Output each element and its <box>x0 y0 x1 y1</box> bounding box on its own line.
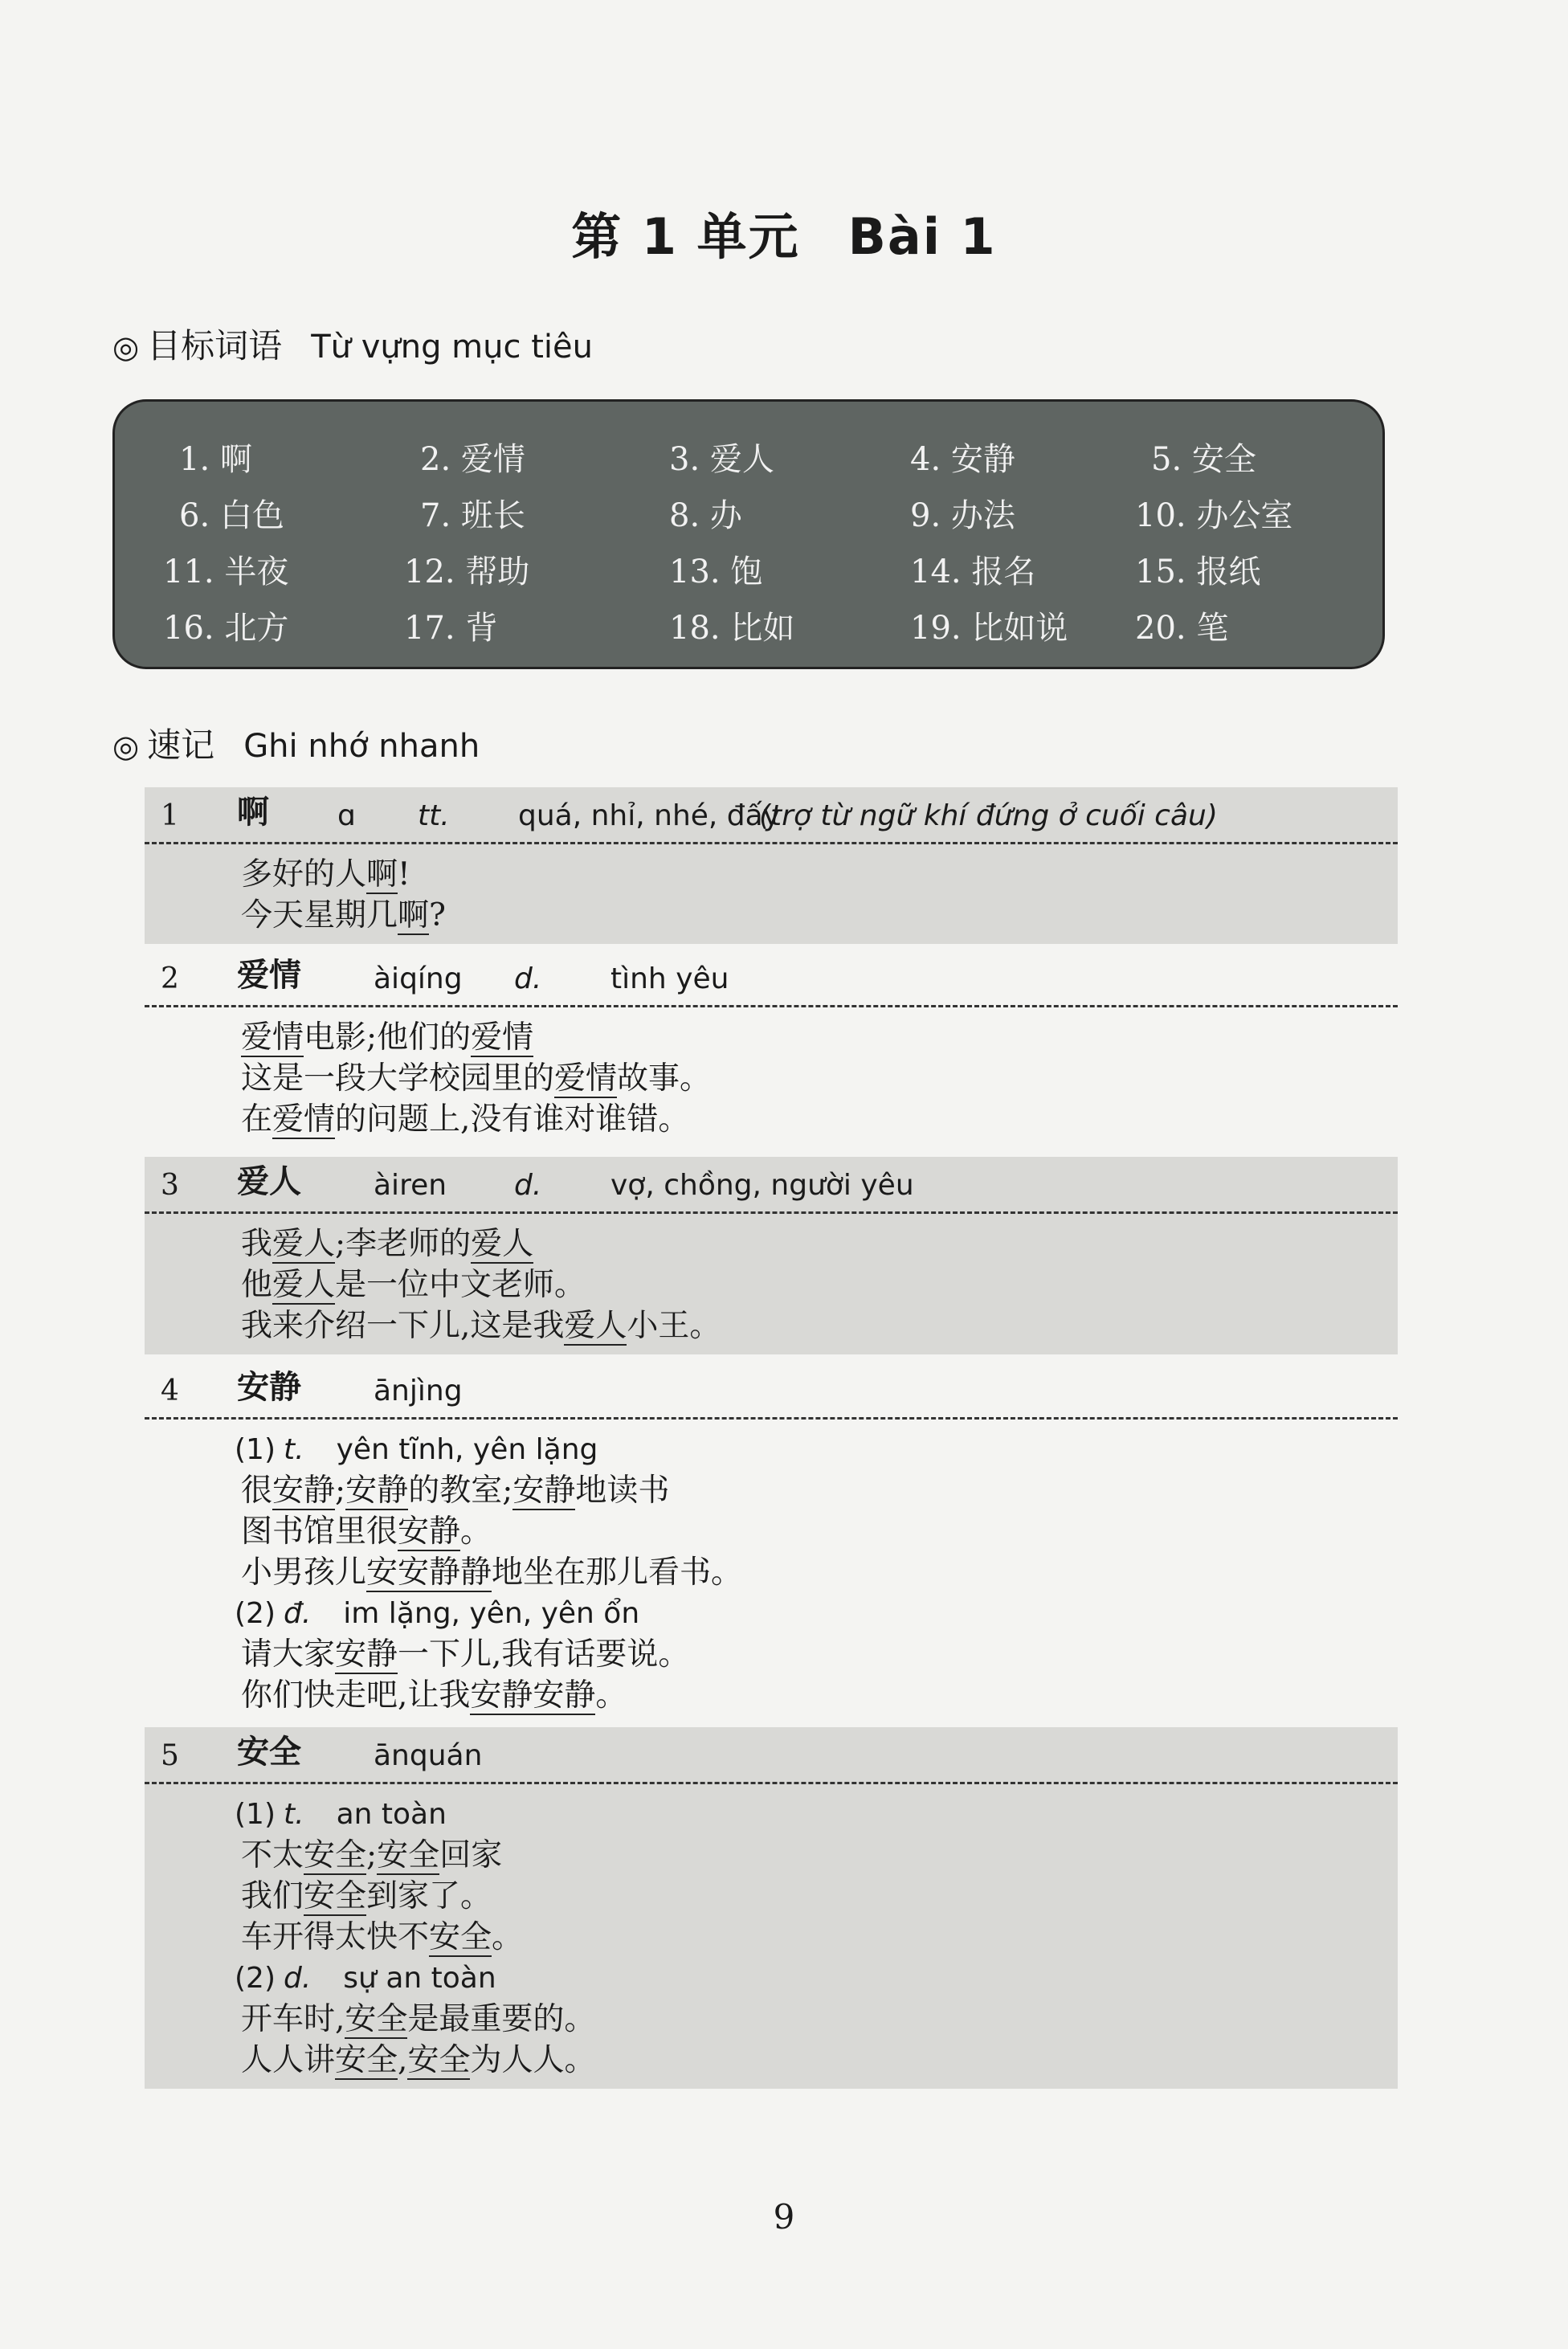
highlighted-word: 爱情 <box>241 1019 304 1056</box>
example-sentence <box>145 1999 1398 2040</box>
sense-pos: t. <box>284 1798 304 1831</box>
sentence-text: 地读书 <box>575 1473 670 1509</box>
sentence-text: 你们快走吧,让我 <box>241 1677 471 1714</box>
vocab-item: 15. 报纸 <box>1135 554 1261 590</box>
meaning: vợ, chồng, người yêu <box>610 1169 914 1202</box>
circle-bullet-icon: ◎ <box>112 329 140 365</box>
title-vietnamese: Bài 1 <box>847 207 997 266</box>
entry-1 <box>145 787 1398 944</box>
part-of-speech: d. <box>514 1169 542 1202</box>
highlighted-word: 安全 <box>429 1919 492 1955</box>
sentence-text: 一下儿,我有话要说。 <box>398 1636 690 1673</box>
sense-heading <box>145 1593 1398 1634</box>
vocab-item: 13. 饱 <box>669 554 763 590</box>
sentence-text: ;李老师的 <box>335 1226 472 1262</box>
vocab-box <box>112 399 1385 669</box>
highlighted-word: 安全 <box>335 2042 398 2078</box>
sentence-text: 他 <box>241 1267 273 1303</box>
entry-header <box>145 1727 1398 1784</box>
example-sentence <box>145 1264 1398 1305</box>
sense-meaning: an toàn <box>336 1798 447 1831</box>
vocab-item: 6. 白色 <box>179 497 284 534</box>
sense-pos: d. <box>284 1962 312 1995</box>
pinyin: ānjìng <box>374 1375 463 1407</box>
sentence-text: ? <box>429 897 446 933</box>
meaning: tình yêu <box>610 962 729 995</box>
sense-pos: đ. <box>284 1597 312 1630</box>
sentence-text: 的教室; <box>408 1473 513 1509</box>
example-sentence <box>145 1876 1398 1917</box>
example-sentence <box>145 1511 1398 1552</box>
example-sentence <box>145 895 1398 936</box>
example-sentence <box>145 1552 1398 1593</box>
sentence-text: 故事。 <box>617 1060 712 1097</box>
sentence-text: 为人人。 <box>470 2042 596 2078</box>
sense-heading <box>145 1958 1398 1999</box>
sentence-text: ; <box>335 1473 346 1509</box>
headword: 爱人 <box>237 1163 301 1200</box>
sentence-text: ; <box>366 1837 378 1873</box>
highlighted-word: 安静 <box>335 1636 398 1673</box>
sentence-text: 请大家 <box>241 1636 336 1673</box>
entry-header <box>145 1362 1398 1420</box>
example-sentence <box>145 1305 1398 1346</box>
sense-meaning: sự an toàn <box>343 1962 496 1995</box>
entry-3 <box>145 1157 1398 1354</box>
highlighted-word: 安全 <box>377 1837 440 1873</box>
headword: 安全 <box>237 1734 301 1771</box>
sentence-text: 今天星期几 <box>241 897 398 933</box>
highlighted-word: 爱人 <box>564 1308 627 1344</box>
sense-meaning: yên tĩnh, yên lặng <box>336 1433 598 1466</box>
sentence-text: 电影;他们的 <box>304 1019 472 1056</box>
vocab-section-heading <box>112 320 593 368</box>
vocab-heading-vietnamese: Từ vựng mục tiêu <box>311 329 593 366</box>
pinyin: àiqíng <box>374 962 463 995</box>
sentence-text: 回家 <box>439 1837 503 1873</box>
highlighted-word: 爱人 <box>471 1226 534 1262</box>
sense-heading <box>145 1794 1398 1835</box>
page-number: 9 <box>773 2197 795 2237</box>
sentence-text: 地坐在那儿看书。 <box>492 1554 743 1591</box>
part-of-speech: d. <box>514 962 542 995</box>
highlighted-word: 安全 <box>345 2001 408 2037</box>
sentence-text: 小男孩儿 <box>241 1554 367 1591</box>
example-sentence <box>145 1675 1398 1716</box>
highlighted-word: 安静安静 <box>470 1677 596 1714</box>
entry-number: 4 <box>161 1375 179 1407</box>
highlighted-word: 安全 <box>304 1837 367 1873</box>
highlighted-word: 爱人 <box>272 1226 336 1262</box>
headword: 啊 <box>237 794 269 831</box>
example-sentence <box>145 1835 1398 1876</box>
vocab-item: 7. 班长 <box>420 497 525 534</box>
sense-number: (1) <box>235 1798 276 1831</box>
headword: 爱情 <box>237 957 301 994</box>
sentence-text: 开车时, <box>241 2001 345 2037</box>
sentence-text: 到家了。 <box>366 1878 492 1914</box>
memo-section-heading <box>112 719 480 767</box>
sentence-text: 我们 <box>241 1878 304 1914</box>
sentence-text: 图书馆里很 <box>241 1514 398 1550</box>
grammar-note: (trợ từ ngữ khí đứng ở cuối câu) <box>759 799 1218 832</box>
vocab-item: 11. 半夜 <box>163 554 289 590</box>
sentence-text: 小王。 <box>627 1308 721 1344</box>
pinyin: ānquán <box>374 1739 483 1772</box>
highlighted-word: 爱情 <box>554 1060 618 1097</box>
vocab-item: 20. 笔 <box>1135 610 1229 647</box>
sense-pos: t. <box>284 1433 304 1466</box>
sense-number: (1) <box>235 1433 276 1466</box>
sentence-text: 我 <box>241 1226 273 1262</box>
entry-number: 3 <box>161 1169 179 1202</box>
vocab-item: 3. 爱人 <box>669 441 774 478</box>
entry-number: 1 <box>161 799 179 832</box>
vocab-item: 14. 报名 <box>910 554 1036 590</box>
highlighted-word: 安静 <box>272 1473 336 1509</box>
memo-heading-chinese: 速记 <box>147 725 215 765</box>
vocab-item: 8. 办 <box>669 497 742 534</box>
highlighted-word: 爱情 <box>471 1019 534 1056</box>
example-sentence <box>145 1917 1398 1958</box>
sentence-text: 很 <box>241 1473 273 1509</box>
sentence-text: 。 <box>492 1919 524 1955</box>
vocab-item: 5. 安全 <box>1151 441 1256 478</box>
entry-header <box>145 950 1398 1007</box>
pinyin: àiren <box>374 1169 447 1202</box>
sentence-text: 车开得太快不 <box>241 1919 430 1955</box>
sentence-text: 在 <box>241 1101 273 1138</box>
highlighted-word: 爱情 <box>272 1101 336 1138</box>
vocab-item: 1. 啊 <box>179 441 252 478</box>
sense-number: (2) <box>235 1962 276 1995</box>
vocab-item: 18. 比如 <box>669 610 795 647</box>
entry-2 <box>145 950 1398 1148</box>
part-of-speech: tt. <box>418 799 450 832</box>
highlighted-word: 安全 <box>304 1878 367 1914</box>
highlighted-word: 安全 <box>407 2042 471 2078</box>
sentence-text: 的问题上,没有谁对谁错。 <box>335 1101 690 1138</box>
example-sentence <box>145 1224 1398 1264</box>
sentence-text: 。 <box>460 1514 492 1550</box>
entry-header <box>145 787 1398 844</box>
entry-5 <box>145 1727 1398 2089</box>
entry-4 <box>145 1362 1398 1724</box>
circle-bullet-icon: ◎ <box>112 729 140 764</box>
highlighted-word: 安静 <box>345 1473 409 1509</box>
vocab-item: 19. 比如说 <box>910 610 1068 647</box>
vocab-item: 12. 帮助 <box>404 554 530 590</box>
highlighted-word: 爱人 <box>272 1267 336 1303</box>
vocab-item: 4. 安静 <box>910 441 1015 478</box>
vocab-item: 16. 北方 <box>163 610 289 647</box>
example-sentence <box>145 1099 1398 1140</box>
vocab-item: 9. 办法 <box>910 497 1015 534</box>
sense-meaning: im lặng, yên, yên ổn <box>343 1597 640 1630</box>
example-sentence <box>145 2040 1398 2081</box>
meaning: quá, nhỉ, nhé, đấy <box>518 799 781 832</box>
highlighted-word: 安静 <box>398 1514 461 1550</box>
memo-heading-vietnamese: Ghi nhớ nhanh <box>243 728 480 765</box>
example-sentence <box>145 1470 1398 1511</box>
sentence-text: ! <box>398 856 410 893</box>
example-sentence <box>145 1017 1398 1058</box>
vocab-heading-chinese: 目标词语 <box>147 326 283 366</box>
sentence-text: 人人讲 <box>241 2042 336 2078</box>
sentence-text: 我来介绍一下儿,这是我 <box>241 1308 565 1344</box>
sentence-text: 不太 <box>241 1837 304 1873</box>
highlighted-word: 安静 <box>512 1473 576 1509</box>
highlighted-word: 啊 <box>398 897 430 933</box>
headword: 安静 <box>237 1369 301 1406</box>
example-sentence <box>145 1634 1398 1675</box>
page-title <box>0 197 1568 268</box>
sense-number: (2) <box>235 1597 276 1630</box>
highlighted-word: 啊 <box>366 856 398 893</box>
pinyin: ɑ <box>337 799 356 832</box>
sentence-text: 这是一段大学校园里的 <box>241 1060 555 1097</box>
entry-header <box>145 1157 1398 1214</box>
entry-number: 5 <box>161 1739 179 1772</box>
sentence-text: , <box>398 2042 408 2078</box>
entry-number: 2 <box>161 962 179 995</box>
sentence-text: 是一位中文老师。 <box>335 1267 586 1303</box>
sentence-text: 。 <box>595 1677 627 1714</box>
sense-heading <box>145 1429 1398 1470</box>
example-sentence <box>145 854 1398 895</box>
vocab-item: 10. 办公室 <box>1135 497 1293 534</box>
title-chinese: 第 1 单元 <box>571 207 800 266</box>
vocab-item: 2. 爱情 <box>420 441 525 478</box>
highlighted-word: 安安静静 <box>366 1554 492 1591</box>
sentence-text: 是最重要的。 <box>407 2001 596 2037</box>
vocab-item: 17. 背 <box>404 610 498 647</box>
example-sentence <box>145 1058 1398 1099</box>
sentence-text: 多好的人 <box>241 856 367 893</box>
